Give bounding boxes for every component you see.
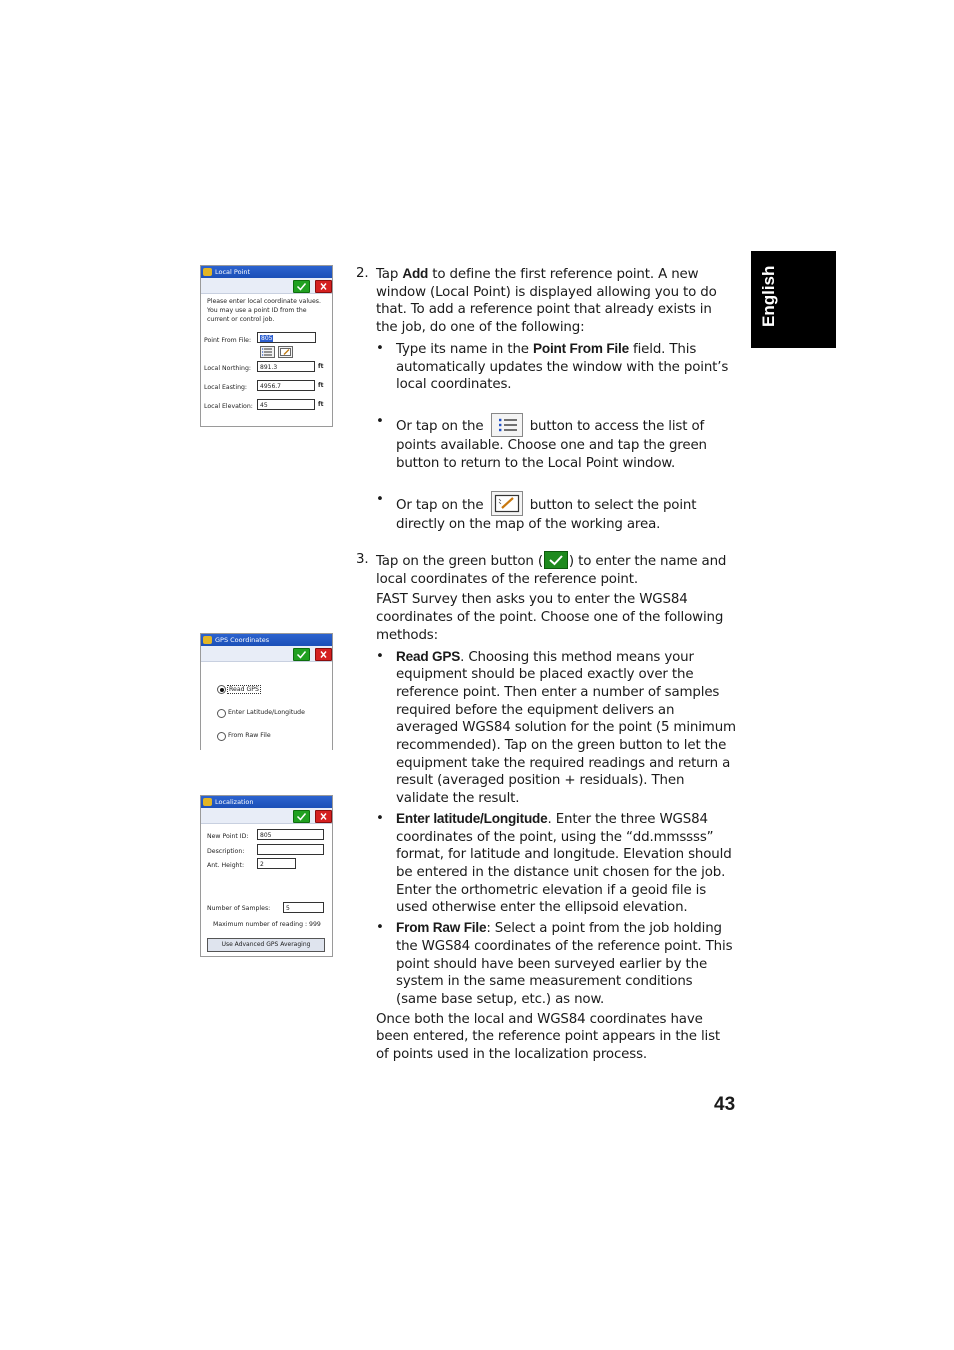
- check-icon: [294, 281, 309, 292]
- read-gps-label: Read GPS: [229, 686, 259, 693]
- northing-input[interactable]: 891.3: [257, 361, 315, 372]
- easting-unit: ft: [318, 382, 324, 389]
- toolbar: [201, 646, 332, 662]
- point-from-file-input[interactable]: 805: [257, 332, 316, 343]
- language-tab-label: English: [759, 265, 778, 327]
- window-title: Localization: [215, 798, 254, 806]
- samples-input[interactable]: 5: [283, 902, 324, 913]
- read-gps-radio[interactable]: [217, 685, 226, 694]
- northing-unit: ft: [318, 363, 324, 370]
- point-from-file-label: Point From File:: [204, 337, 252, 344]
- ant-height-label: Ant. Height:: [207, 862, 245, 869]
- cancel-button[interactable]: [315, 280, 332, 293]
- language-tab: [751, 251, 836, 348]
- instructions-column: [356, 265, 736, 1064]
- elevation-unit: ft: [318, 401, 324, 408]
- instructions-line-2: You may use a point ID from the: [207, 307, 307, 314]
- cancel-button[interactable]: [315, 810, 332, 823]
- check-icon: [294, 811, 309, 822]
- app-logo-icon: [203, 268, 212, 276]
- step-2-bullet-1: • Type its name in the Point From File field. This automatically updates the window with the point’s local coordinates.: [376, 340, 729, 393]
- samples-label: Number of Samples:: [207, 905, 271, 912]
- enter-lat-long-label: Enter Latitude/Longitude: [228, 709, 305, 716]
- check-icon: [294, 649, 309, 660]
- instructions-line-1: Please enter local coordinate values.: [207, 298, 321, 305]
- close-icon: [316, 649, 331, 660]
- from-raw-file-label: From Raw File: [228, 732, 271, 739]
- read-gps-bullet: • Read GPS. Choosing this method means your equipment should be placed exactly over the reference point. Then enter a number of samples required before the equipment delivers an averaged WGS84 solution for the point (5 minimum recommended). Tap on the green button to let the equipment take the required readings and return a result (averaged position + residuals). Then validate the result.: [376, 648, 736, 807]
- northing-label: Local Northing:: [204, 365, 251, 372]
- from-raw-file-radio[interactable]: [217, 732, 226, 741]
- step-2-number: 2.: [356, 266, 369, 281]
- cancel-button[interactable]: [315, 648, 332, 661]
- map-select-icon[interactable]: [278, 346, 293, 358]
- description-input[interactable]: [257, 844, 324, 855]
- close-icon: [316, 281, 331, 292]
- max-reading-text: Maximum number of reading : 999: [213, 921, 321, 928]
- window-title: Local Point: [215, 268, 251, 276]
- point-list-icon[interactable]: [260, 346, 275, 358]
- enter-lat-long-radio[interactable]: [217, 709, 226, 718]
- toolbar: [201, 278, 332, 294]
- step-3: 3. Tap on the green button ( ) to enter the name and local coordinates of the reference point.: [356, 552, 727, 587]
- new-point-id-label: New Point ID:: [207, 833, 249, 840]
- ok-button[interactable]: [293, 648, 310, 661]
- step-2: 2. Tap Add to define the first reference point. A new window (Local Point) is displayed allowing you to do that. To add a reference point that already exists in the job, do one of the following:: [356, 266, 717, 336]
- add-keyword: Add: [402, 266, 429, 281]
- description-label: Description:: [207, 848, 245, 855]
- local-point-screenshot: [200, 265, 333, 427]
- instructions-line-3: current or control job.: [207, 316, 275, 323]
- titlebar: [201, 796, 332, 808]
- step-2-bullet-3: • Or tap on the button to select the point directly on the map of the working area.: [376, 492, 697, 533]
- step-3-intro: FAST Survey then asks you to enter the WGS84 coordinates of the point. Choose one of the following methods:: [376, 592, 724, 643]
- elevation-label: Local Elevation:: [204, 403, 253, 410]
- easting-label: Local Easting:: [204, 384, 248, 391]
- close-icon: [316, 811, 331, 822]
- closing-paragraph: Once both the local and WGS84 coordinates have been entered, the reference point appears in the list of points used in the localization process.: [376, 1011, 721, 1063]
- gps-coordinates-screenshot: [200, 633, 333, 750]
- map-select-icon: [491, 491, 523, 516]
- ok-button[interactable]: [293, 280, 310, 293]
- toolbar: [201, 808, 332, 824]
- enter-lat-long-bullet: • Enter latitude/Longitude. Enter the three WGS84 coordinates of the point, using the “dd.mmssss” format, for latitude and longitude. Elevation should be entered in the distance unit chosen for the job. Enter the orthometric elevation if a geoid file is used otherwise enter the ellipsoid elevation.: [376, 810, 732, 916]
- step-3-number: 3.: [356, 552, 369, 568]
- localization-screenshot: [200, 795, 333, 957]
- from-raw-file-bullet: • From Raw File: Select a point from the job holding the WGS84 coordinates of the reference point. This point should have been surveyed earlier by the system in the same measurement conditions (same base setup, etc.) as now.: [376, 920, 733, 1007]
- titlebar: [201, 266, 332, 278]
- advanced-averaging-button[interactable]: Use Advanced GPS Averaging: [207, 938, 325, 952]
- new-point-id-input[interactable]: 805: [257, 829, 324, 840]
- titlebar: [201, 634, 332, 646]
- easting-input[interactable]: 4956.7: [257, 380, 315, 391]
- step-2-bullet-2: • Or tap on the button to access the list of points available. Choose one and tap the green button to return to the Local Point window.: [376, 413, 707, 471]
- window-title: GPS Coordinates: [215, 636, 270, 644]
- app-logo-icon: [203, 798, 212, 806]
- point-list-icon: [491, 413, 523, 437]
- green-check-icon: [544, 551, 568, 569]
- ok-button[interactable]: [293, 810, 310, 823]
- page-number: 43: [714, 1094, 736, 1115]
- elevation-input[interactable]: 45: [257, 399, 315, 410]
- ant-height-input[interactable]: 2: [257, 858, 296, 869]
- app-logo-icon: [203, 636, 212, 644]
